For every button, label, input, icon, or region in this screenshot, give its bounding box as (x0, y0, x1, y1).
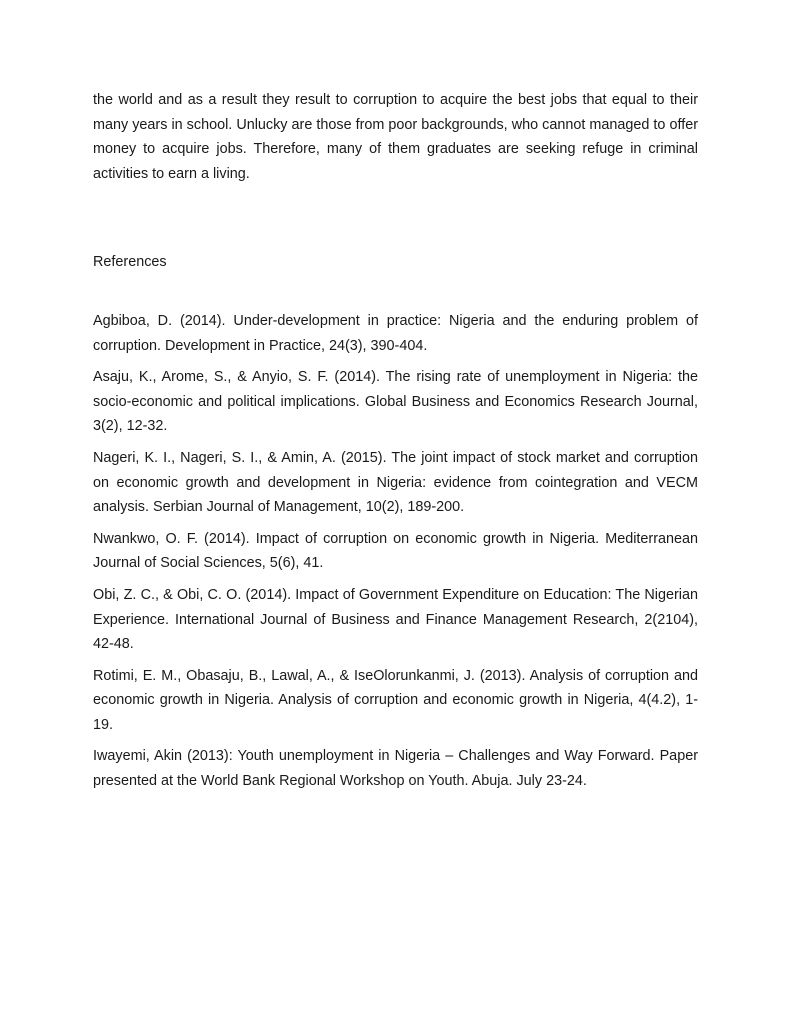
reference-item: Nageri, K. I., Nageri, S. I., & Amin, A. (2015). The joint impact of stock market and corruption on economic growth and development in Nigeria: evidence from cointegration and VECM analysis. Serbian Journal of Management, 10(2), 189-200. (93, 449, 698, 516)
reference-item: Obi, Z. C., & Obi, C. O. (2014). Impact of Government Expenditure on Education: The Nigerian Experience. International Journal of Business and Finance Management Research, 2(2104), 42-48. (93, 586, 698, 653)
reference-item: Nwankwo, O. F. (2014). Impact of corruption on economic growth in Nigeria. Mediterranean Journal of Social Sciences, 5(6), 41. (93, 530, 698, 572)
references-heading: References (93, 254, 167, 271)
reference-item: Asaju, K., Arome, S., & Anyio, S. F. (2014). The rising rate of unemployment in Nigeria: the socio-economic and political implications. Global Business and Economics Research Journal, 3(2), 12-32. (93, 369, 698, 435)
reference-item: Rotimi, E. M., Obasaju, B., Lawal, A., & IseOlorunkanmi, J. (2013). Analysis of corruption and economic growth in Nigeria. Analysis of corruption and economic growth in Nigeria, 4(4.2), 1-19. (93, 667, 698, 733)
reference-list (93, 309, 698, 794)
body-paragraph: the world and as a result they result to corruption to acquire the best jobs that equal to their many years in school. Unlucky are those from poor backgrounds, who cannot managed to offer money to acquire jobs. Therefore, many of them graduates are seeking refuge in criminal activities to earn a living. (93, 92, 698, 182)
reference-item: Iwayemi, Akin (2013): Youth unemployment in Nigeria – Challenges and Way Forward. Paper presented at the World Bank Regional Workshop on Youth. Abuja. July 23-24. (93, 748, 698, 790)
reference-item: Agbiboa, D. (2014). Under-development in practice: Nigeria and the enduring problem of corruption. Development in Practice, 24(3), 390-404. (93, 312, 698, 354)
document-page (93, 88, 698, 801)
